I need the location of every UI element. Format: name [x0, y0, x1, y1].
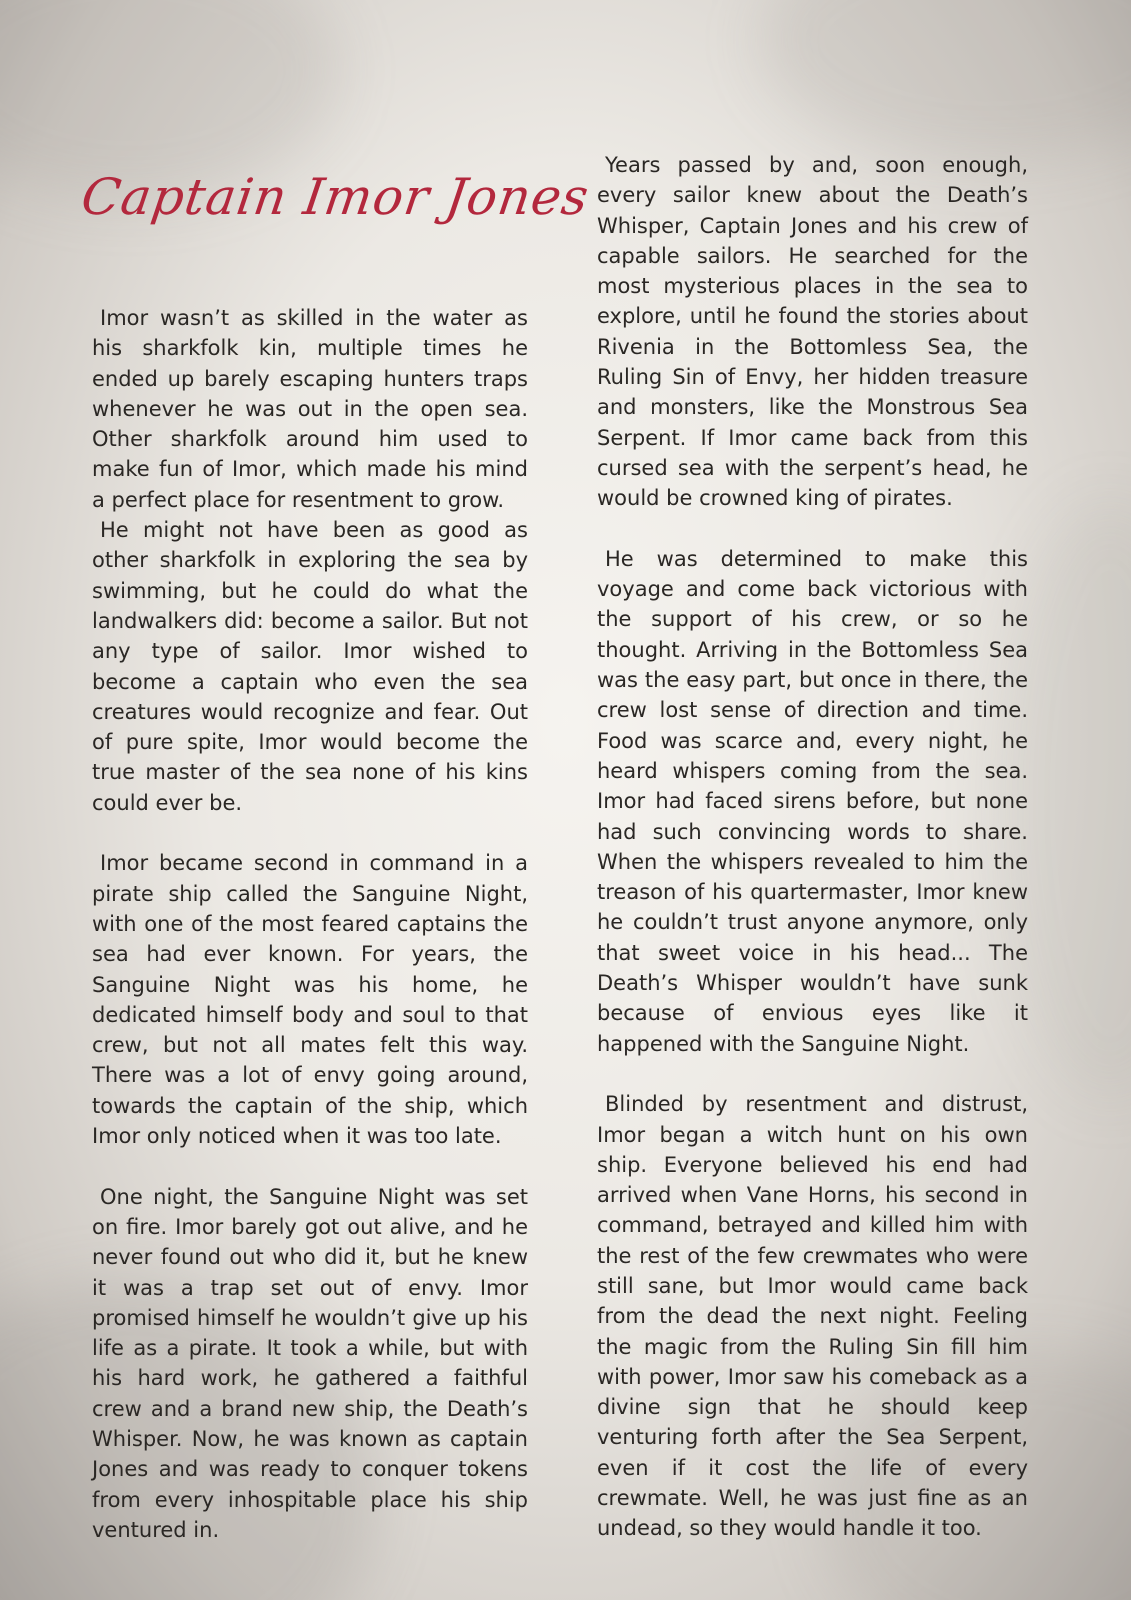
page-title: Captain Imor Jones — [77, 168, 593, 226]
paragraph: Imor became second in command in a pirate ship called the Sanguine Night, with one of the most feared captains the sea had ever known. For years, the Sanguine Night was his home, he dedicated himself body and soul to that crew, but not all mates felt this way. There was a lot of envy going around, towards the captain of the ship, which Imor only noticed when it was too late. — [92, 851, 528, 1149]
paragraph: Blinded by resentment and distrust, Imor began a witch hunt on his own ship. Everyone believed his end had arrived when Vane Horns, his second in command, betrayed and killed him with the rest of the few crewmates who were still sane, but Imor would came back from the dead the next night. Feeling the magic from the Ruling Sin fill him with power, Imor saw his comeback as a divine sign that he should keep venturing forth after the Sea Serpent, even if it cost the life of every crewmate. Well, he was just fine as an undead, so they would handle it too. — [597, 1092, 1028, 1541]
left-column — [92, 303, 528, 1545]
paragraph: Years passed by and, soon enough, every sailor knew about the Death’s Whisper, Captain Jones and his crew of capable sailors. He searched for the most mysterious places in the sea to explore, until he found the stories about Rivenia in the Bottomless Sea, the Ruling Sin of Envy, her hidden treasure and monsters, like the Monstrous Sea Serpent. If Imor came back from this cursed sea with the serpent’s head, he would be crowned king of pirates. — [597, 153, 1028, 511]
paragraph: He might not have been as good as other sharkfolk in exploring the sea by swimming, but he could do what the landwalkers did: become a sailor. But not any type of sailor. Imor wished to become a captain who even the sea creatures would recognize and fear. Out of pure spite, Imor would become the true master of the sea none of his kins could ever be. — [92, 518, 528, 815]
paragraph: One night, the Sanguine Night was set on fire. Imor barely got out alive, and he never found out who did it, but he knew it was a trap set out of envy. Imor promised himself he wouldn’t give up his life as a pirate. It took a while, but with his hard work, he gathered a faithful crew and a brand new ship, the Death’s Whisper. Now, he was known as captain Jones and was ready to conquer tokens from every inhospitable place his ship ventured in. — [92, 1184, 528, 1542]
paragraph: Imor wasn’t as skilled in the water as his sharkfolk kin, multiple times he ended up barely escaping hunters traps whenever he was out in the open sea. Other sharkfolk around him used to make fun of Imor, which made his mind a perfect place for resentment to grow. — [92, 306, 528, 512]
paper-stain — [760, 0, 1131, 160]
paragraph: He was determined to make this voyage and come back victorious with the support of his crew, or so he thought. Arriving in the Bottomless Sea was the easy part, but once in there, the crew lost sense of direction and time. Food was scarce and, every night, he heard whispers coming from the sea. Imor had faced sirens before, but none had such convincing words to share. When the whispers revealed to him the treason of his quartermaster, Imor knew he couldn’t trust anyone anymore, only that sweet voice in his head... The Death’s Whisper wouldn’t have sunk because of envious eyes like it happened with the Sanguine Night. — [597, 546, 1028, 1056]
right-column — [597, 150, 1028, 1544]
